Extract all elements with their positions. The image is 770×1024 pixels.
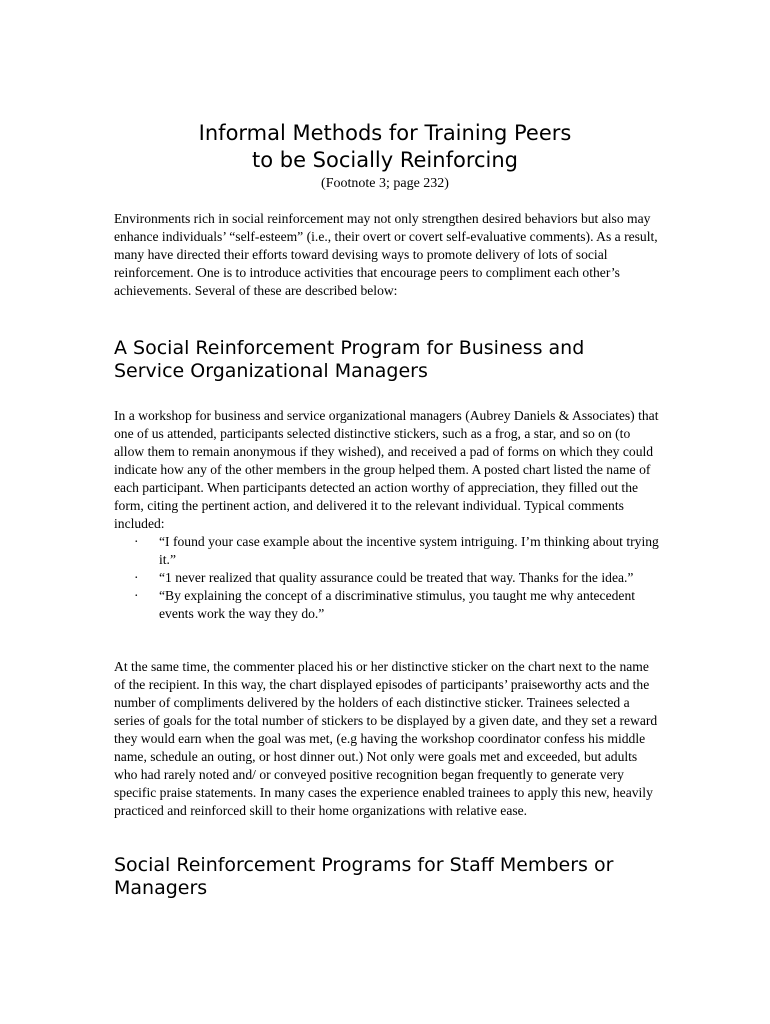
list-item-text: “1 never realized that quality assurance could be treated that way. Thanks for the idea.” bbox=[159, 570, 634, 585]
bullet-marker: · bbox=[134, 588, 139, 603]
bullet-marker: · bbox=[134, 534, 139, 549]
results-paragraph: At the same time, the commenter placed his or her distinctive sticker on the chart next to the name of the recipient. In this way, the chart displayed episodes of participants’ praiseworthy acts and the number of compliments delivered by the holders of each distinctive sticker. Trainees selected a series of goals for the total number of stickers to be displayed by a given date, and they set a reward they would earn when the goal was met, (e.g having the workshop coordinator confess his middle name, schedule an outing, or host dinner out.) Not only were goals met and exceeded, but adults who had rarely noted and/ or conveyed positive recognition began frequently to generate very specific praise statements. In many cases the experience enabled trainees to apply this new, heavily practiced and reinforced skill to their home organizations with relative ease. bbox=[114, 659, 658, 818]
document-title-line-2: to be Socially Reinforcing bbox=[251, 148, 519, 172]
list-item bbox=[114, 569, 659, 587]
intro-paragraph: Environments rich in social reinforcement may not only strengthen desired behaviors but also may enhance individuals’ “self-esteem” (i.e., their overt or covert self-evaluative comments). As a result, many have directed their efforts toward devising ways to promote delivery of lots of social reinforcement. One is to introduce activities that encourage peers to compliment each other’s achievements. Several of these are described below: bbox=[114, 211, 658, 298]
document-title-line-1: Informal Methods for Training Peers bbox=[198, 121, 572, 145]
list-item bbox=[114, 533, 659, 569]
workshop-paragraph: In a workshop for business and service organizational managers (Aubrey Daniels & Associates) that one of us attended, participants selected distinctive stickers, such as a frog, a star, and so on (to allow them to remain anonymous if they wished), and received a pad of forms on which they could indicate how any of the other members in the group helped them. A posted chart listed the name of each participant. When participants detected an action worthy of appreciation, they filled out the form, citing the pertinent action, and delivered it to the relevant individual. Typical comments included: bbox=[114, 408, 659, 531]
section-heading-business-managers: A Social Reinforcement Program for Business and Service Organizational Managers bbox=[114, 337, 585, 382]
footnote-reference: (Footnote 3; page 232) bbox=[321, 176, 449, 191]
list-item-text: “I found your case example about the incentive system intriguing. I’m thinking about trying it.” bbox=[159, 534, 659, 567]
comment-list bbox=[114, 533, 659, 623]
list-item bbox=[114, 587, 659, 623]
bullet-marker: · bbox=[134, 570, 139, 585]
section-heading-staff-managers: Social Reinforcement Programs for Staff Members or Managers bbox=[114, 854, 614, 899]
list-item-text: “By explaining the concept of a discriminative stimulus, you taught me why antecedent events work the way they do.” bbox=[159, 588, 636, 621]
